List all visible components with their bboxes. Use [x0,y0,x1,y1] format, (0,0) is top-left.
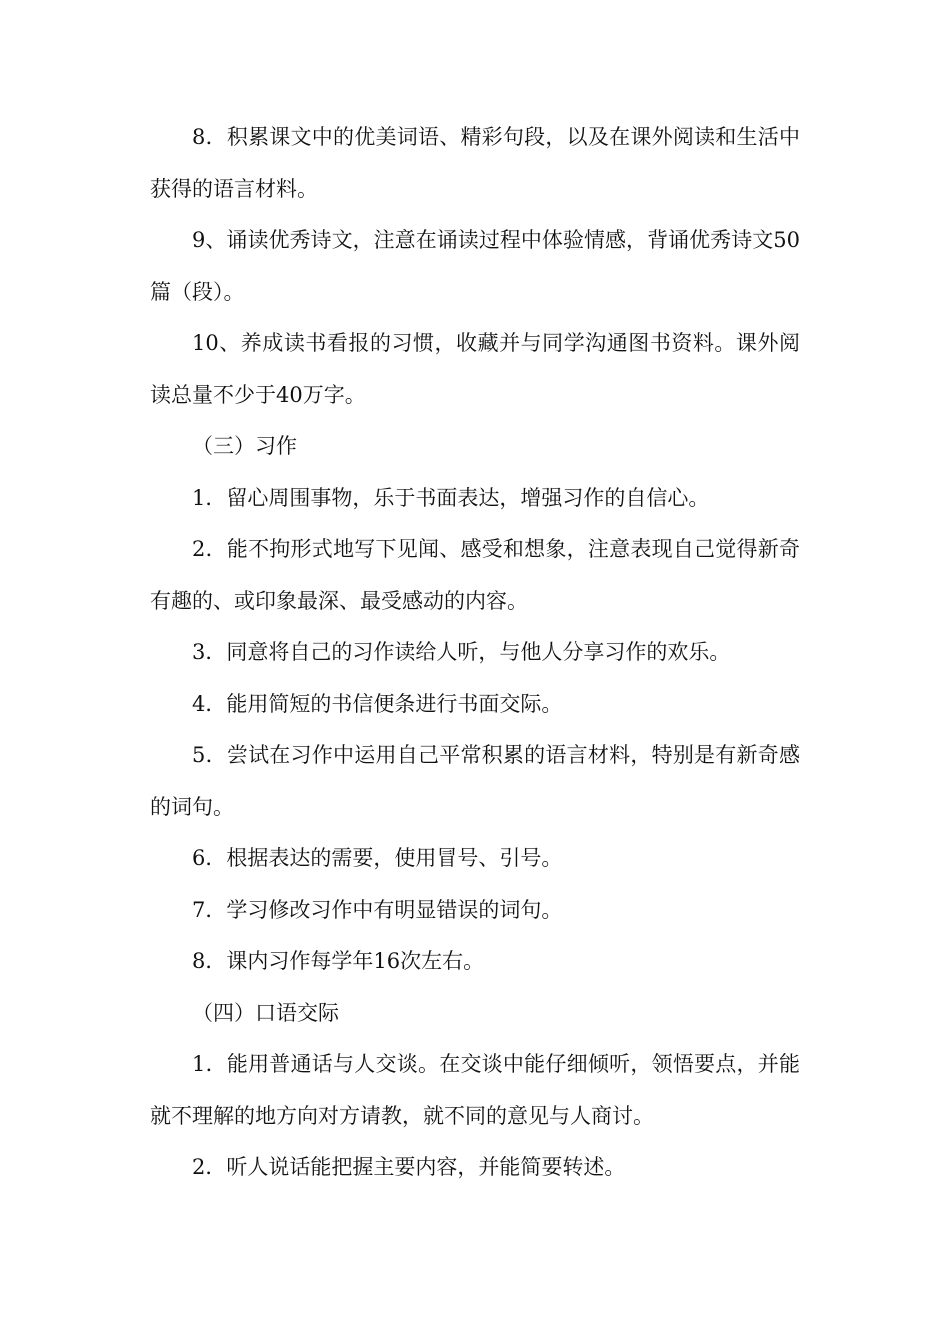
paragraph-writing-6: 6．根据表达的需要，使用冒号、引号。 [192,846,563,870]
section-heading-writing: （三）习作 [192,434,297,458]
paragraph-oral-2: 2．听人说话能把握主要内容，并能简要转述。 [192,1155,626,1179]
document-body [150,112,800,1194]
paragraph-writing-3: 3．同意将自己的习作读给人听，与他人分享习作的欢乐。 [192,640,731,664]
paragraph-writing-4: 4．能用简短的书信便条进行书面交际。 [192,691,563,716]
paragraph-reading-10: 10、养成读书看报的习惯，收藏并与同学沟通图书资料。课外阅读总量不少于40万字。 [150,331,800,407]
paragraph-reading-9: 9、诵读优秀诗文，注意在诵读过程中体验情感，背诵优秀诗文50篇（段）。 [150,228,800,304]
paragraph-oral-1: 1．能用普通话与人交谈。在交谈中能仔细倾听，领悟要点，并能就不理解的地方向对方请教，就不同的意见与人商讨。 [150,1052,800,1128]
paragraph-writing-8: 8．课内习作每学年16次左右。 [192,949,485,973]
paragraph-writing-7: 7．学习修改习作中有明显错误的词句。 [192,897,563,922]
section-heading-oral: （四）口语交际 [192,1000,339,1025]
paragraph-writing-1: 1．留心周围事物，乐于书面表达，增强习作的自信心。 [192,485,710,510]
paragraph-writing-5: 5．尝试在习作中运用自己平常积累的语言材料，特别是有新奇感的词句。 [150,743,800,819]
paragraph-writing-2: 2．能不拘形式地写下见闻、感受和想象，注意表现自己觉得新奇有趣的、或印象最深、最受感动的内容。 [150,537,800,613]
paragraph-reading-8: 8．积累课文中的优美词语、精彩句段，以及在课外阅读和生活中获得的语言材料。 [150,125,800,201]
